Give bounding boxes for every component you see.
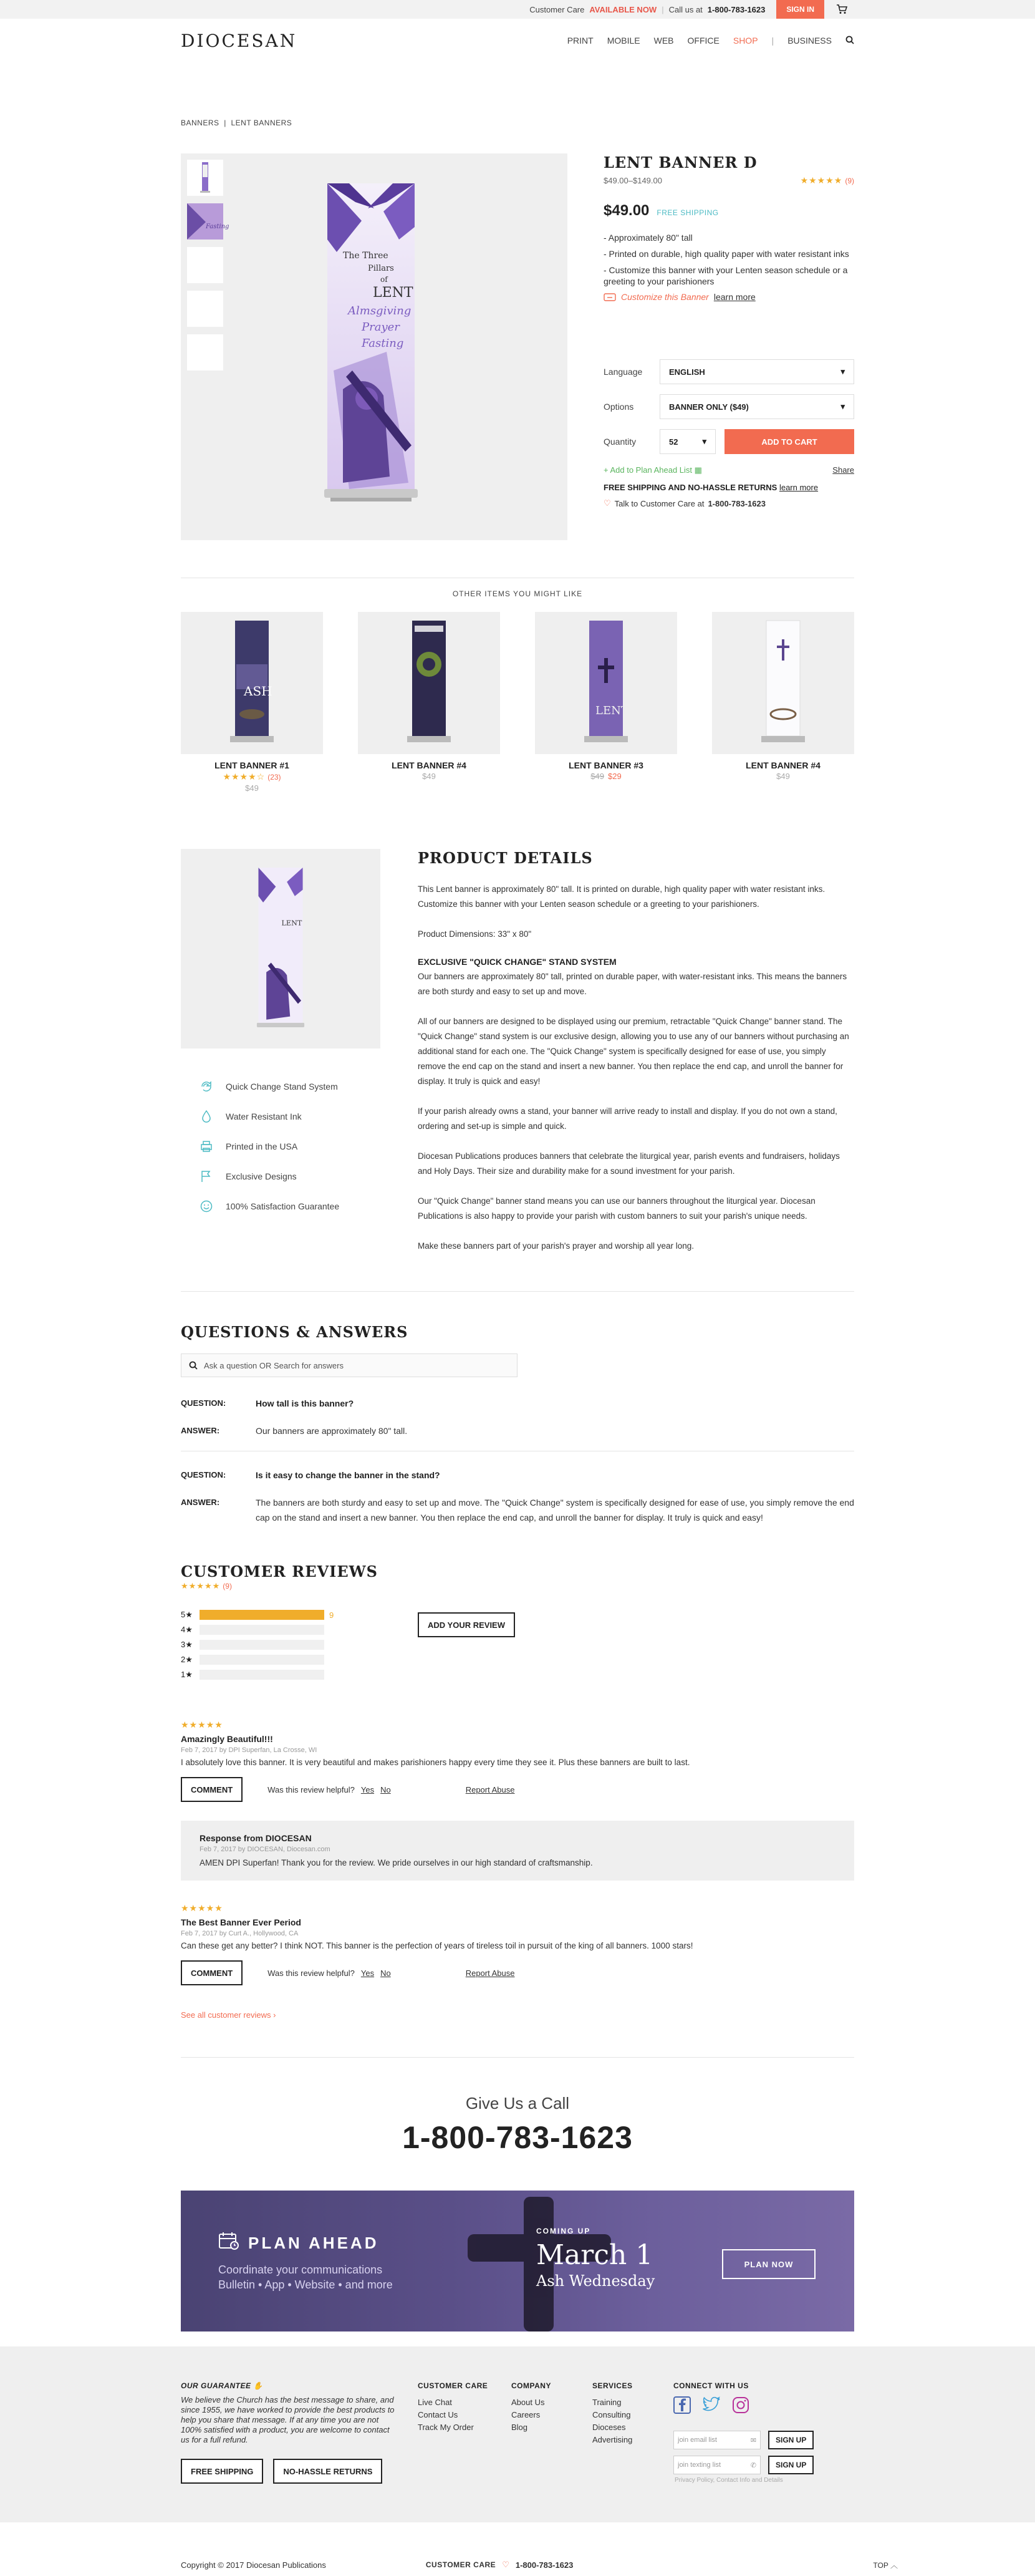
footer-link[interactable]: Careers bbox=[511, 2410, 541, 2419]
report-abuse-link[interactable]: Report Abuse bbox=[465, 1784, 515, 1794]
language-select[interactable] bbox=[660, 359, 854, 384]
bullet-3: - Customize this banner with your Lenten season schedule or a greeting to your parishioners bbox=[604, 265, 848, 286]
response-title: Response from DIOCESAN bbox=[200, 1833, 312, 1843]
qa-title: QUESTIONS & ANSWERS bbox=[181, 1323, 408, 1341]
svg-text:Fasting: Fasting bbox=[206, 223, 229, 230]
text-placeholder: join texting list bbox=[678, 2461, 721, 2469]
call-heading: Give Us a Call bbox=[465, 2094, 570, 2113]
banner-line-4: LENT bbox=[373, 285, 413, 301]
quantity-select[interactable] bbox=[660, 429, 716, 454]
quantity-row bbox=[604, 429, 854, 454]
breadcrumb-sep: | bbox=[224, 119, 226, 127]
other-item-price: $49 bbox=[776, 772, 790, 781]
calendar-icon bbox=[218, 2232, 239, 2255]
chevron-down-icon: ▾ bbox=[840, 367, 845, 376]
feature-item bbox=[200, 1169, 380, 1183]
options-row bbox=[604, 394, 854, 419]
nav-office[interactable]: OFFICE bbox=[687, 36, 720, 46]
other-item-image bbox=[535, 612, 677, 754]
bottom-bar bbox=[0, 2554, 1035, 2576]
other-item-image bbox=[358, 612, 500, 754]
facebook-icon[interactable] bbox=[673, 2396, 691, 2416]
footer-link[interactable]: About Us bbox=[511, 2398, 545, 2407]
reviews-stars: ★★★★★ bbox=[181, 1581, 221, 1591]
review-item bbox=[181, 1903, 854, 1985]
footer-link[interactable]: Blog bbox=[511, 2423, 528, 2432]
talk-to-care bbox=[604, 498, 854, 508]
review-body: Can these get any better? I think NOT. This banner is the perfection of years of tireless toil in pursuit of the king of all banners. 1000 stars! bbox=[181, 1941, 693, 1950]
quantity-value: 52 bbox=[669, 437, 678, 447]
customize-row bbox=[604, 292, 854, 302]
add-to-cart-button[interactable]: ADD TO CART bbox=[724, 429, 854, 454]
footer-link[interactable]: Contact Us bbox=[418, 2410, 458, 2419]
available-now: AVAILABLE NOW bbox=[589, 4, 657, 14]
question-text: Is it easy to change the banner in the stand? bbox=[256, 1470, 440, 1480]
feature-label: Water Resistant Ink bbox=[226, 1111, 302, 1121]
details-subheading: EXCLUSIVE "QUICK CHANGE" STAND SYSTEM bbox=[418, 957, 617, 967]
bottom-phone[interactable]: 1-800-783-1623 bbox=[515, 2560, 574, 2570]
legal-link[interactable]: Privacy Policy, Contact Info and Details bbox=[675, 2477, 783, 2484]
banner-line-7: Fasting bbox=[362, 337, 404, 350]
customize-learn-more[interactable]: learn more bbox=[713, 292, 756, 302]
text-signup-input[interactable] bbox=[673, 2456, 761, 2474]
other-item-sale-price: $29 bbox=[608, 772, 622, 781]
feature-item bbox=[200, 1140, 380, 1153]
product-rating[interactable] bbox=[801, 175, 854, 186]
site-header bbox=[0, 19, 1035, 62]
feature-label: Printed in the USA bbox=[226, 1141, 298, 1151]
comment-button[interactable]: COMMENT bbox=[181, 1960, 243, 1985]
promo-heading: PLAN AHEAD bbox=[248, 2234, 379, 2252]
price-value: $49.00 bbox=[604, 202, 650, 219]
copyright: Copyright © 2017 Diocesan Publications bbox=[181, 2560, 326, 2570]
language-label: Language bbox=[604, 367, 643, 377]
other-item-name: LENT BANNER #4 bbox=[746, 760, 821, 770]
site-logo[interactable]: DIOCESAN bbox=[181, 30, 297, 51]
helpful-label: Was this review helpful? bbox=[267, 1784, 355, 1794]
top-bar bbox=[0, 0, 1035, 19]
details-title: PRODUCT DETAILS bbox=[418, 849, 593, 867]
banner-line-6: Prayer bbox=[362, 321, 400, 334]
other-item-image bbox=[712, 612, 854, 754]
histogram-label: 3★ bbox=[181, 1640, 193, 1649]
language-row bbox=[604, 359, 854, 384]
guarantee-block bbox=[181, 2381, 412, 2484]
details-paragraph: This Lent banner is approximately 80" tall. It is printed on durable, high quality paper with water resistant inks. Customize this banner with your Lenten season schedule or a greeting to your parishioners. bbox=[418, 884, 826, 909]
rating-histogram bbox=[181, 1607, 418, 1682]
review-title: The Best Banner Ever Period bbox=[181, 1917, 301, 1927]
footer-link[interactable]: Dioceses bbox=[592, 2423, 626, 2432]
footer-col-title: CUSTOMER CARE bbox=[418, 2381, 488, 2390]
add-review-button[interactable]: ADD YOUR REVIEW bbox=[418, 1612, 515, 1637]
event-date: March 1 bbox=[536, 2239, 653, 2271]
feature-item bbox=[200, 1110, 380, 1123]
heart-icon: ♡ bbox=[502, 2560, 509, 2569]
histogram-label: 2★ bbox=[181, 1655, 193, 1664]
banner-line-5: Almsgiving bbox=[348, 304, 412, 317]
calendar-icon: ▦ bbox=[694, 465, 702, 475]
call-us-label: Call us at bbox=[668, 4, 703, 14]
nav-divider: | bbox=[771, 36, 774, 46]
review-title: Amazingly Beautiful!!! bbox=[181, 1734, 273, 1744]
svg-text:LENT: LENT bbox=[281, 919, 302, 927]
product-info bbox=[604, 153, 854, 540]
other-item[interactable] bbox=[712, 612, 854, 793]
nav-business[interactable]: BUSINESS bbox=[787, 36, 832, 46]
product-section bbox=[181, 153, 854, 540]
footer-link[interactable]: Consulting bbox=[592, 2410, 631, 2419]
other-item-price: $49 bbox=[422, 772, 436, 781]
histogram-label: 4★ bbox=[181, 1625, 193, 1634]
email-signup-row bbox=[673, 2431, 814, 2449]
options-select[interactable] bbox=[660, 394, 854, 419]
banner-line-1: The Three bbox=[343, 251, 388, 261]
footer-connect bbox=[673, 2381, 814, 2484]
shipping-line bbox=[604, 483, 854, 492]
product-bullets bbox=[604, 232, 854, 287]
shipping-text: FREE SHIPPING AND NO-HASSLE RETURNS bbox=[604, 483, 777, 492]
footer-link[interactable]: Live Chat bbox=[418, 2398, 452, 2407]
customer-care-label: Customer Care bbox=[529, 4, 585, 14]
top-label: TOP bbox=[873, 2561, 888, 2570]
feature-label: Exclusive Designs bbox=[226, 1171, 297, 1181]
breadcrumb-lent-banners[interactable]: LENT BANNERS bbox=[231, 119, 292, 127]
topbar-phone-link[interactable]: 1-800-783-1623 bbox=[707, 4, 766, 14]
social-links bbox=[673, 2396, 814, 2416]
review-actions bbox=[181, 1777, 854, 1802]
other-item-price: $49 bbox=[245, 783, 259, 793]
options-value: BANNER ONLY ($49) bbox=[669, 402, 749, 412]
call-phone[interactable]: 1-800-783-1623 bbox=[402, 2120, 633, 2155]
other-item-price-row bbox=[535, 772, 677, 781]
promo-subline-1: Coordinate your communications bbox=[218, 2264, 383, 2276]
histogram-row[interactable] bbox=[181, 1637, 418, 1652]
review-response bbox=[181, 1821, 854, 1881]
answer-text: Our banners are approximately 80" tall. bbox=[256, 1426, 408, 1436]
banner-line-2: Pillars bbox=[368, 264, 394, 273]
other-item-name: LENT BANNER #4 bbox=[392, 760, 466, 770]
histogram-label: 1★ bbox=[181, 1670, 193, 1679]
helpful-no-link[interactable]: No bbox=[380, 1784, 391, 1794]
footer-link[interactable]: Training bbox=[592, 2398, 622, 2407]
bullet-2: - Printed on durable, high quality paper with water resistant inks bbox=[604, 249, 849, 259]
nav-print[interactable]: PRINT bbox=[567, 36, 594, 46]
question-text: How tall is this banner? bbox=[256, 1398, 354, 1408]
review-meta: Feb 7, 2017 by DPI Superfan, La Crosse, WI bbox=[181, 1746, 317, 1754]
histogram-row[interactable] bbox=[181, 1622, 418, 1637]
other-item-image bbox=[181, 612, 323, 754]
product-gallery bbox=[181, 153, 567, 540]
email-signup-button[interactable]: SIGN UP bbox=[768, 2431, 814, 2449]
review-stars: ★★★★★ bbox=[181, 1720, 223, 1730]
email-signup-input[interactable] bbox=[673, 2431, 761, 2449]
talk-text: Talk to Customer Care at bbox=[614, 498, 705, 508]
no-hassle-returns-button[interactable]: NO-HASSLE RETURNS bbox=[273, 2459, 382, 2484]
histogram-track bbox=[200, 1625, 324, 1635]
histogram-row[interactable] bbox=[181, 1667, 418, 1682]
histogram-row[interactable] bbox=[181, 1607, 418, 1622]
guarantee-title-text: OUR GUARANTEE bbox=[181, 2381, 251, 2390]
add-to-plan-ahead-link[interactable] bbox=[604, 465, 702, 475]
bullet-1: - Approximately 80" tall bbox=[604, 233, 693, 243]
other-item[interactable] bbox=[535, 612, 677, 793]
histogram-track bbox=[200, 1670, 324, 1680]
qa-list bbox=[181, 1396, 854, 1525]
free-shipping-badge: FREE SHIPPING bbox=[657, 208, 719, 217]
histogram-label: 5★ bbox=[181, 1610, 193, 1619]
answer-label: ANSWER: bbox=[181, 1498, 220, 1507]
thumbnail-3[interactable] bbox=[187, 247, 223, 283]
histogram-track bbox=[200, 1640, 324, 1650]
heart-icon: ♡ bbox=[604, 498, 611, 508]
answer-label: ANSWER: bbox=[181, 1426, 220, 1435]
cart-icon[interactable] bbox=[829, 0, 854, 19]
details-image bbox=[181, 849, 380, 1048]
handshake-icon: ✋ bbox=[253, 2381, 263, 2390]
qa-question bbox=[181, 1396, 854, 1411]
footer-link[interactable]: Advertising bbox=[592, 2435, 633, 2444]
see-all-reviews-link[interactable]: See all customer reviews › bbox=[181, 2010, 276, 2020]
nav-mobile[interactable]: MOBILE bbox=[607, 36, 640, 46]
details-paragraph: Diocesan Publications produces banners that celebrate the liturgical year, parish events and fundraisers, holidays and Holy Days. Their size and durability make for a sound investment for your parish. bbox=[418, 1151, 840, 1176]
divider bbox=[181, 1291, 854, 1292]
qa-question bbox=[181, 1468, 854, 1483]
plan-now-button[interactable]: PLAN NOW bbox=[722, 2249, 816, 2279]
connect-title: CONNECT WITH US bbox=[673, 2381, 749, 2390]
text-signup-row bbox=[673, 2456, 814, 2474]
svg-text:ASH: ASH bbox=[244, 684, 272, 699]
svg-text:LENT: LENT bbox=[595, 704, 628, 717]
details-paragraph: If your parish already owns a stand, your banner will arrive ready to install and display. If you do not own a stand, ordering and set-up is simple and quick. bbox=[418, 1106, 837, 1131]
other-item-price: $49 bbox=[590, 772, 604, 781]
other-item-stars: ★★★★☆ bbox=[223, 772, 266, 782]
free-shipping-button[interactable]: FREE SHIPPING bbox=[181, 2459, 263, 2484]
call-section bbox=[181, 2094, 854, 2156]
breadcrumb-banners[interactable]: BANNERS bbox=[181, 119, 219, 127]
thumbnail-1[interactable] bbox=[187, 160, 223, 196]
helpful-label: Was this review helpful? bbox=[267, 1968, 355, 1978]
footer-col-company bbox=[511, 2381, 586, 2484]
topbar-divider: | bbox=[662, 4, 664, 14]
reviews-summary bbox=[181, 1607, 854, 1682]
helpful-no-link[interactable]: No bbox=[380, 1968, 391, 1978]
search-icon[interactable] bbox=[845, 36, 854, 46]
helpful-yes-link[interactable]: Yes bbox=[360, 1784, 375, 1794]
answer-text: The banners are both sturdy and easy to set up and move. The "Quick Change" system is specifically designed for ease of use, you simply remove the end cap on the stand and insert a new banner. You then replace the end cap, and unroll the banner for display. It truly is quick and easy! bbox=[256, 1498, 854, 1523]
thumbnail-2[interactable] bbox=[187, 203, 229, 240]
other-items-title: OTHER ITEMS YOU MIGHT LIKE bbox=[452, 589, 583, 598]
main-nav bbox=[567, 36, 854, 46]
guarantee-body: We believe the Church has the best message to share, and since 1955, we have worked to provide the best products to help you share that message. If at any time you are not 100% satisfied with a product, you are welcome to contact us for a full refund. bbox=[181, 2395, 395, 2444]
other-items-list bbox=[181, 612, 854, 793]
footer-col-services bbox=[592, 2381, 667, 2484]
twitter-icon[interactable] bbox=[702, 2396, 721, 2416]
price-range: $49.00–$149.00 bbox=[604, 176, 662, 185]
response-body: AMEN DPI Superfan! Thank you for the review. We pride ourselves in our high standard of craftsmanship. bbox=[200, 1858, 593, 1867]
site-footer bbox=[0, 2346, 1035, 2522]
nav-web[interactable]: WEB bbox=[653, 36, 674, 46]
plan-ahead-banner bbox=[181, 2191, 854, 2331]
chevron-down-icon: ▾ bbox=[702, 437, 706, 446]
product-main-image[interactable] bbox=[324, 183, 418, 503]
rating-stars: ★★★★★ bbox=[800, 175, 843, 185]
thumbnail-list bbox=[187, 160, 229, 370]
chevron-down-icon: ▾ bbox=[840, 402, 845, 411]
other-item-name: LENT BANNER #3 bbox=[569, 760, 643, 770]
water-drop-icon bbox=[200, 1110, 213, 1123]
mail-icon: ✉ bbox=[750, 2436, 756, 2444]
talk-phone[interactable]: 1-800-783-1623 bbox=[708, 498, 766, 508]
refresh-icon bbox=[200, 1080, 213, 1093]
event-name: Ash Wednesday bbox=[536, 2272, 655, 2290]
question-label: QUESTION: bbox=[181, 1398, 226, 1408]
review-actions bbox=[181, 1960, 854, 1985]
phone-icon: ✆ bbox=[750, 2461, 756, 2469]
footer-link[interactable]: Track My Order bbox=[418, 2423, 474, 2432]
qa-search-input[interactable] bbox=[181, 1353, 518, 1377]
review-item bbox=[181, 1720, 854, 1802]
breadcrumb bbox=[181, 119, 854, 127]
search-icon bbox=[189, 1361, 198, 1370]
product-price bbox=[604, 202, 854, 220]
shipping-learn-more[interactable]: learn more bbox=[779, 483, 819, 492]
flag-icon bbox=[200, 1169, 213, 1183]
chevron-up-icon: ︿ bbox=[890, 2561, 898, 2570]
email-placeholder: join email list bbox=[678, 2436, 717, 2444]
footer-col-customer-care bbox=[418, 2381, 505, 2484]
plan-ahead-text: + Add to Plan Ahead List bbox=[604, 465, 693, 475]
feature-item bbox=[200, 1080, 380, 1093]
language-value: ENGLISH bbox=[669, 367, 705, 377]
details-paragraph: All of our banners are designed to be displayed using our premium, retractable "Quick Change" banner stand. The "Quick Change" stand system is our exclusive design, allowing you to use any of our banners without purchasing an additional stand for each one. The "Quick Change" system is specifically designed for ease of use, you simply remove the end cap on the stand and insert a new banner. You then replace the end cap, and unroll the banner for display. It truly is quick and easy! bbox=[418, 1017, 849, 1086]
share-link[interactable]: Share bbox=[832, 465, 854, 475]
question-label: QUESTION: bbox=[181, 1470, 226, 1479]
smile-icon bbox=[200, 1199, 213, 1213]
quantity-label: Quantity bbox=[604, 437, 637, 447]
report-abuse-link[interactable]: Report Abuse bbox=[465, 1968, 515, 1978]
qa-answer bbox=[181, 1495, 854, 1525]
banner-line-3: of bbox=[380, 275, 388, 284]
reviews-count: (9) bbox=[223, 1582, 232, 1591]
divider bbox=[181, 2057, 854, 2058]
product-title: LENT BANNER D bbox=[604, 153, 758, 172]
histogram-track bbox=[200, 1655, 324, 1665]
helpful-yes-link[interactable]: Yes bbox=[360, 1968, 375, 1978]
feature-label: 100% Satisfaction Guarantee bbox=[226, 1201, 340, 1211]
other-item[interactable] bbox=[358, 612, 500, 793]
instagram-icon[interactable] bbox=[732, 2396, 749, 2416]
histogram-fill bbox=[200, 1610, 324, 1620]
customize-link[interactable]: Customize this Banner bbox=[621, 292, 709, 302]
nav-shop[interactable]: SHOP bbox=[733, 36, 758, 46]
plan-share-row bbox=[604, 465, 854, 475]
promo-subline-2: Bulletin • App • Website • and more bbox=[218, 2278, 393, 2291]
thumbnail-5[interactable] bbox=[187, 334, 223, 370]
histogram-count: 9 bbox=[329, 1610, 334, 1620]
feature-label: Quick Change Stand System bbox=[226, 1082, 338, 1092]
feature-item bbox=[200, 1199, 380, 1213]
footer-col-title: COMPANY bbox=[511, 2381, 551, 2390]
text-signup-button[interactable]: SIGN UP bbox=[768, 2456, 814, 2474]
guarantee-title bbox=[181, 2381, 412, 2390]
review-stars: ★★★★★ bbox=[181, 1903, 223, 1913]
other-item[interactable] bbox=[181, 612, 323, 793]
bottom-customer-care: CUSTOMER CARE bbox=[425, 2560, 496, 2569]
rating-count: (9) bbox=[845, 177, 854, 185]
options-label: Options bbox=[604, 402, 634, 412]
customize-icon bbox=[604, 292, 616, 302]
product-details-section bbox=[181, 849, 854, 1254]
feature-list bbox=[181, 1080, 380, 1213]
reviews-title: CUSTOMER REVIEWS bbox=[181, 1562, 378, 1581]
response-meta: Feb 7, 2017 by DIOCESAN, Diocesan.com bbox=[200, 1846, 330, 1853]
other-item-count: (23) bbox=[267, 773, 281, 782]
comment-button[interactable]: COMMENT bbox=[181, 1777, 243, 1802]
thumbnail-4[interactable] bbox=[187, 291, 223, 327]
details-paragraph: Our banners are approximately 80" tall, printed on durable paper, with water-resistant inks. This means the banners are both sturdy and easy to set up and move. bbox=[418, 972, 847, 996]
other-item-name: LENT BANNER #1 bbox=[214, 760, 289, 770]
sign-in-button[interactable]: SIGN IN bbox=[776, 0, 824, 19]
coming-up-label: COMING UP bbox=[536, 2227, 591, 2235]
details-paragraph: Make these banners part of your parish's prayer and worship all year long. bbox=[418, 1241, 695, 1251]
printer-icon bbox=[200, 1140, 213, 1153]
details-paragraph: Our "Quick Change" banner stand means you can use our banners throughout the liturgical year. Diocesan Publications is also happy to provide your parish with custom banners to suit your parish's unique needs. bbox=[418, 1196, 816, 1221]
review-meta: Feb 7, 2017 by Curt A., Hollywood, CA bbox=[181, 1930, 299, 1937]
review-body: I absolutely love this banner. It is very beautiful and makes parishioners happy every time they see it. Plus these banners are built to last. bbox=[181, 1758, 690, 1767]
histogram-track bbox=[200, 1610, 324, 1620]
histogram-row[interactable] bbox=[181, 1652, 418, 1667]
qa-answer bbox=[181, 1423, 854, 1438]
footer-col-title: SERVICES bbox=[592, 2381, 633, 2390]
back-to-top-button[interactable] bbox=[873, 2560, 898, 2570]
qa-search-placeholder: Ask a question OR Search for answers bbox=[204, 1360, 344, 1370]
details-dimensions: Product Dimensions: 33" x 80" bbox=[418, 929, 532, 939]
